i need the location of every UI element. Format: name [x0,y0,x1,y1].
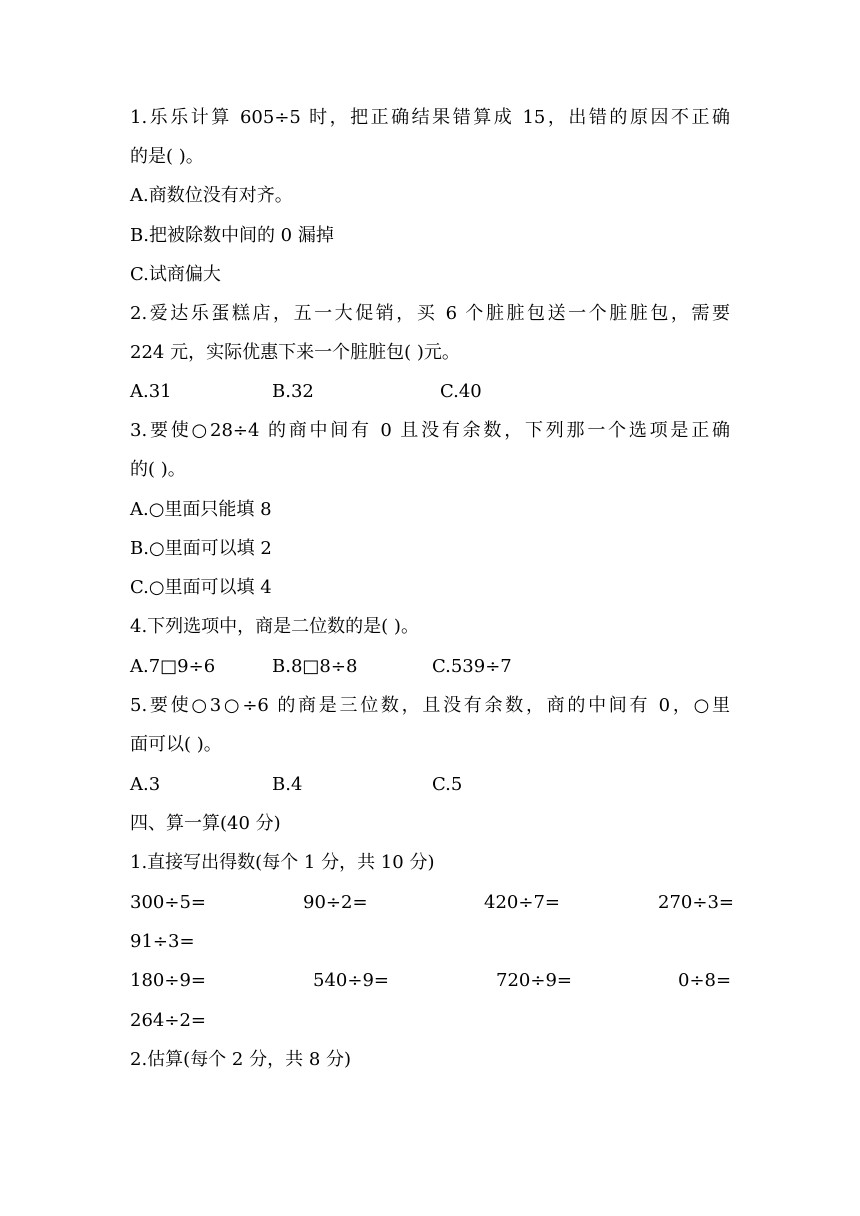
q3-option-b: B.○里面可以填 2 [130,538,272,559]
calc-item: 540÷9= [313,970,389,991]
q1-option-b: B.把被除数中间的 0 漏掉 [130,225,334,246]
q5-option-b: B.4 [272,774,303,795]
q1-stem-line2: 的是( )。 [130,146,204,167]
q2-stem-line1: 2.爱达乐蛋糕店，五一大促销，买 6 个脏脏包送一个脏脏包，需要 [130,303,730,324]
q1-option-a: A.商数位没有对齐。 [130,185,293,206]
q5-option-c: C.5 [432,774,463,795]
q5-stem-line1: 5.要使○3○÷6 的商是三位数，且没有余数，商的中间有 0，○里 [130,695,730,716]
q3-option-a: A.○里面只能填 8 [130,499,272,520]
q2-stem-line2: 224 元，实际优惠下来一个脏脏包( )元。 [130,342,460,363]
q5-option-a: A.3 [130,774,161,795]
q4-option-c: C.539÷7 [432,656,512,677]
calc-item: 720÷9= [496,970,572,991]
q3-stem-line1: 3.要使○28÷4 的商中间有 0 且没有余数，下列那一个选项是正确 [130,420,730,441]
q1-option-c: C.试商偏大 [130,264,221,285]
q4-option-b: B.8□8÷8 [272,656,358,677]
q5-stem-line2: 面可以( )。 [130,734,222,755]
q2-option-a: A.31 [130,381,172,402]
calc-item: 264÷2= [130,1010,206,1031]
calc-item: 0÷8= [678,970,732,991]
q3-option-c: C.○里面可以填 4 [130,577,272,598]
section-title: 四、算一算(40 分) [130,813,281,834]
q2-option-c: C.40 [440,381,482,402]
part2-title: 2.估算(每个 2 分，共 8 分) [130,1049,352,1070]
q4-option-a: A.7□9÷6 [130,656,216,677]
q4-stem: 4.下列选项中，商是二位数的是( )。 [130,616,419,637]
calc-item: 270÷3= [658,892,734,913]
calc-item: 180÷9= [130,970,206,991]
q1-stem-line1: 1.乐乐计算 605÷5 时，把正确结果错算成 15，出错的原因不正确 [130,107,730,128]
calc-item: 91÷3= [130,931,195,952]
calc-item: 420÷7= [484,892,560,913]
calc-item: 90÷2= [303,892,368,913]
part1-title: 1.直接写出得数(每个 1 分，共 10 分) [130,852,435,873]
q3-stem-line2: 的( )。 [130,459,186,480]
q2-option-b: B.32 [272,381,314,402]
calc-item: 300÷5= [130,892,206,913]
